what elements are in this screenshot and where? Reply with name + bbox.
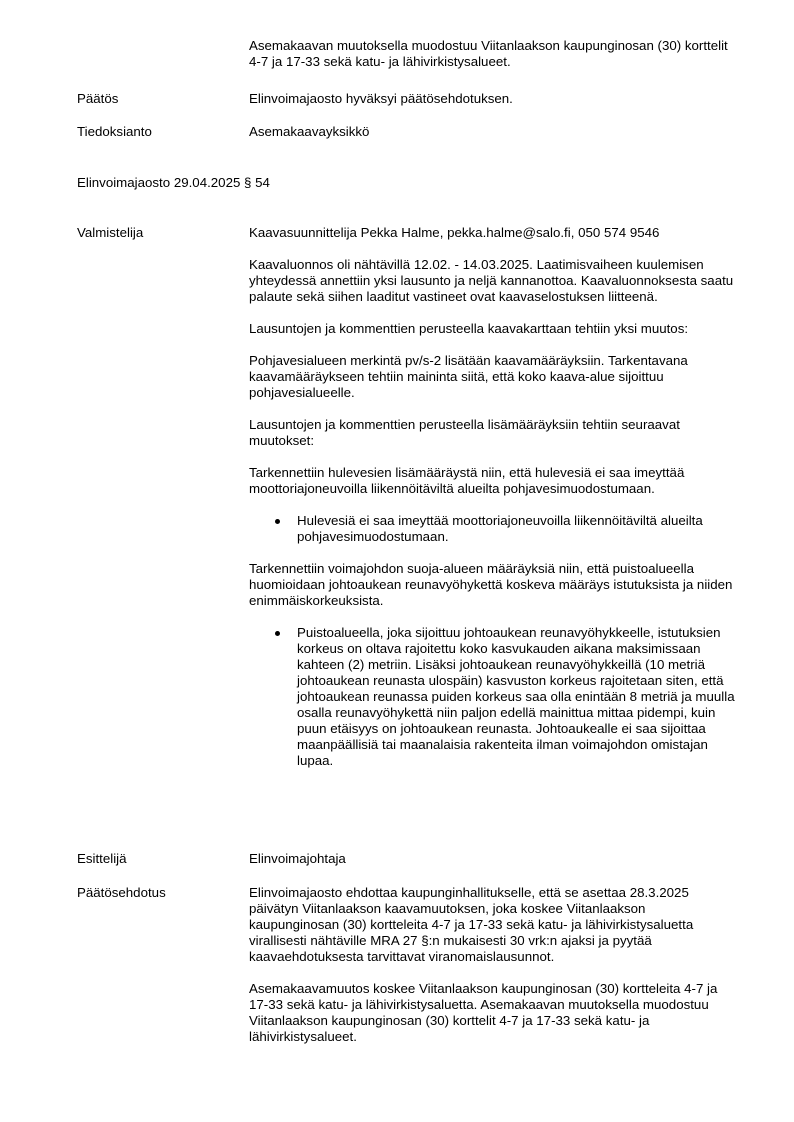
esittelija-text: Elinvoimajohtaja <box>249 851 346 866</box>
valmistelija-content <box>249 225 739 785</box>
esittelija-label: Esittelijä <box>77 851 127 866</box>
tiedoksianto-label: Tiedoksianto <box>77 124 152 139</box>
valmistelija-paragraph: Lausuntojen ja kommenttien perusteella lisämääräyksiin tehtiin seuraavat muutokset: <box>249 417 680 448</box>
bullet-item <box>249 513 739 545</box>
paatosehdotus-paragraph: Asemakaavamuutos koskee Viitanlaakson kaupunginosan (30) kortteleita 4-7 ja 17-33 sekä katu- ja lähivirkistysaluetta. Asemakaavan muutoksella muodostuu Viitanlaakson kaupunginosan (30) korttelit 4-7 ja 17-33 sekä katu- ja lähivirkistysalueet. <box>249 981 718 1044</box>
bullet-text: Puistoalueella, joka sijoittuu johtoaukean reunavyöhykkeelle, istutuksien korkeus on oltava rajoitettu koko kasvukauden aikana maksimissaan kahteen (2) metriin. Lisäksi johtoaukean reunavyöhykkeillä (10 metriä johtoaukean reunasta ulospäin) kasvuston korkeus rajoitetaan siten, että johtoaukean reunassa puiden korkeus saa olla enintään 8 metriä ja muulla osalla reunavyöhykettä niin paljon edellä mainittua mittaa pidempi, kuin puun etäisyys on johtoaukean reunasta. Johtoaukealle ei saa sijoittaa maanpäällisiä tai maanalaisia rakenteita ilman voimajohdon omistajan lupaa. <box>297 625 735 768</box>
valmistelija-paragraph: Tarkennettiin hulevesien lisämääräystä niin, että hulevesiä ei saa imeyttää moottoriajoneuvoilla liikennöitäviltä alueilta pohjavesimuodostumaan. <box>249 465 685 496</box>
paatosehdotus-content <box>249 885 739 1045</box>
paatosehdotus-paragraph: Elinvoimajaosto ehdottaa kaupunginhallitukselle, että se asettaa 28.3.2025 päivätyn Viitanlaakson kaavamuutoksen, joka koskee Viitanlaakson kaupunginosan (30) kortteleita 4-7 ja 17-33 sekä katu- ja lähivirkistysaluetta virallisesti nähtäville MRA 27 §:n mukaisesti 30 vrk:n ajaksi ja pyytää kaavaehdotuksesta tarvittavat viranomaislausunnot. <box>249 885 694 964</box>
valmistelija-paragraph: Kaavasuunnittelija Pekka Halme, pekka.halme@salo.fi, 050 574 9546 <box>249 225 660 240</box>
valmistelija-label: Valmistelija <box>77 225 144 240</box>
bullet-dot-icon <box>275 519 280 524</box>
meeting-heading: Elinvoimajaosto 29.04.2025 § 54 <box>77 175 270 190</box>
paatosehdotus-label: Päätösehdotus <box>77 885 166 900</box>
valmistelija-paragraph: Pohjavesialueen merkintä pv/s-2 lisätään kaavamääräyksiin. Tarkentavana kaavamääräykseen tehtiin maininta siitä, että koko kaava-alue sijoittuu pohjavesialueelle. <box>249 353 688 400</box>
valmistelija-paragraph: Lausuntojen ja kommenttien perusteella kaavakarttaan tehtiin yksi muutos: <box>249 321 689 336</box>
valmistelija-paragraph: Kaavaluonnos oli nähtävillä 12.02. - 14.03.2025. Laatimisvaiheen kuulemisen yhteydessä annettiin yksi lausunto ja neljä kannanottoa. Kaavaluonnoksesta saatu palaute sekä siihen laaditut vastineet ovat kaavaselostuksen liitteenä. <box>249 257 734 304</box>
bullet-dot-icon <box>275 631 280 636</box>
tiedoksianto-text: Asemakaavayksikkö <box>249 124 370 139</box>
bullet-text: Hulevesiä ei saa imeyttää moottoriajoneuvoilla liikennöitäviltä alueilta pohjavesimuodostumaan. <box>297 513 703 544</box>
bullet-item <box>249 625 739 769</box>
paatos-text: Elinvoimajaosto hyväksyi päätösehdotuksen. <box>249 91 513 106</box>
top-paragraph: Asemakaavan muutoksella muodostuu Viitanlaakson kaupunginosan (30) korttelit 4-7 ja 17-33 sekä katu- ja lähivirkistysalueet. <box>249 38 728 69</box>
bullet-list <box>249 513 739 545</box>
paatos-label: Päätös <box>77 91 119 106</box>
valmistelija-paragraph: Tarkennettiin voimajohdon suoja-alueen määräyksiä niin, että puistoalueella huomioidaan johtoaukean reunavyöhykettä koskeva määräys istutuksista ja niiden enimmäiskorkeuksista. <box>249 561 733 608</box>
bullet-list <box>249 625 739 769</box>
